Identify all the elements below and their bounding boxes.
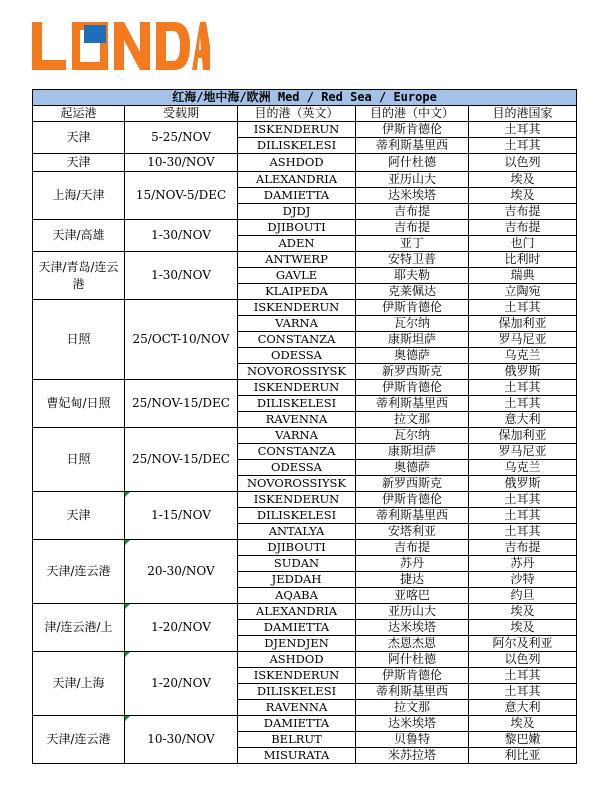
loading-period-text: 10-30/NOV — [147, 732, 215, 746]
loading-period-text: 1-30/NOV — [151, 228, 211, 242]
header-dest-cn: 目的港（中文） — [356, 106, 469, 122]
cell-comment-marker — [125, 492, 130, 497]
dest-port-cn-cell: 蒂利斯基里西 — [356, 138, 469, 154]
dest-port-en-cell: ISKENDERUN — [238, 492, 356, 508]
dest-port-en-cell: ASHDOD — [238, 154, 356, 172]
dest-port-en-cell: DAMIETTA — [238, 620, 356, 636]
origin-port-text: 日照 — [66, 452, 91, 466]
loading-period-text: 25/NOV-15/DEC — [132, 396, 230, 410]
dest-country-cell: 土耳其 — [469, 396, 577, 412]
dest-country-cell: 罗马尼亚 — [469, 332, 577, 348]
loading-period-cell — [125, 122, 238, 154]
dest-country-cell: 土耳其 — [469, 122, 577, 138]
table-row — [33, 540, 577, 556]
header-dest-en: 目的港（英文） — [238, 106, 356, 122]
origin-port-text: 上海/天津 — [52, 188, 105, 202]
dest-port-cn-cell: 伊斯肯德伦 — [356, 300, 469, 316]
dest-country-cell: 保加利亚 — [469, 428, 577, 444]
dest-country-cell: 土耳其 — [469, 668, 577, 684]
dest-port-en-cell: DAMIETTA — [238, 188, 356, 204]
dest-port-cn-cell: 康斯坦萨 — [356, 444, 469, 460]
dest-port-en-cell: CONSTANZA — [238, 444, 356, 460]
origin-port-cell — [33, 652, 125, 716]
loading-period-text: 15/NOV-5/DEC — [135, 188, 227, 202]
dest-port-en-cell: AQABA — [238, 588, 356, 604]
table-row — [33, 716, 577, 732]
header-origin: 起运港 — [33, 106, 125, 122]
dest-port-en-cell: ISKENDERUN — [238, 668, 356, 684]
dest-port-cn-cell: 贝鲁特 — [356, 732, 469, 748]
dest-country-cell: 约旦 — [469, 588, 577, 604]
dest-port-cn-cell: 杰恩杰恩 — [356, 636, 469, 652]
table-row — [33, 652, 577, 668]
dest-country-cell: 意大利 — [469, 700, 577, 716]
dest-port-cn-cell: 安特卫普 — [356, 252, 469, 268]
table-title-row — [33, 90, 577, 106]
origin-port-text: 曹妃甸/日照 — [46, 396, 111, 410]
origin-port-cell — [33, 492, 125, 540]
dest-port-cn-cell: 蒂利斯基里西 — [356, 396, 469, 412]
dest-country-cell: 黎巴嫩 — [469, 732, 577, 748]
cell-comment-marker — [125, 716, 130, 721]
dest-country-cell: 埃及 — [469, 716, 577, 732]
dest-port-en-cell: ODESSA — [238, 460, 356, 476]
dest-country-cell: 土耳其 — [469, 684, 577, 700]
dest-port-en-cell: NOVOROSSIYSK — [238, 476, 356, 492]
dest-port-en-cell: ALEXANDRIA — [238, 604, 356, 620]
dest-port-cn-cell: 阿什杜德 — [356, 154, 469, 172]
loading-period-cell — [125, 300, 238, 380]
loading-period-text: 25/OCT-10/NOV — [132, 332, 230, 346]
origin-port-cell — [33, 252, 125, 300]
dest-port-en-cell: DILISKELESI — [238, 684, 356, 700]
dest-country-cell: 罗马尼亚 — [469, 444, 577, 460]
dest-port-en-cell: VARNA — [238, 316, 356, 332]
dest-port-cn-cell: 新罗西斯克 — [356, 476, 469, 492]
dest-port-en-cell: ANTALYA — [238, 524, 356, 540]
dest-country-cell: 也门 — [469, 236, 577, 252]
dest-country-cell: 埃及 — [469, 188, 577, 204]
dest-port-en-cell: ADEN — [238, 236, 356, 252]
dest-port-en-cell: DJIBOUTI — [238, 220, 356, 236]
dest-port-cn-cell: 瓦尔纳 — [356, 428, 469, 444]
dest-country-cell: 土耳其 — [469, 138, 577, 154]
dest-port-cn-cell: 蒂利斯基里西 — [356, 684, 469, 700]
dest-port-cn-cell: 吉布提 — [356, 540, 469, 556]
dest-port-cn-cell: 奥德萨 — [356, 348, 469, 364]
table-header-row — [33, 106, 577, 122]
dest-port-cn-cell: 达米埃塔 — [356, 620, 469, 636]
dest-port-en-cell: RAVENNA — [238, 700, 356, 716]
dest-port-cn-cell: 阿什杜德 — [356, 652, 469, 668]
loading-period-text: 1-15/NOV — [151, 508, 211, 522]
dest-port-cn-cell: 康斯坦萨 — [356, 332, 469, 348]
loading-period-cell — [125, 652, 238, 716]
dest-port-en-cell: ALEXANDRIA — [238, 172, 356, 188]
dest-port-en-cell: DILISKELESI — [238, 396, 356, 412]
dest-port-en-cell: GAVLE — [238, 268, 356, 284]
dest-country-cell: 土耳其 — [469, 492, 577, 508]
dest-port-en-cell: ISKENDERUN — [238, 122, 356, 138]
dest-country-cell: 俄罗斯 — [469, 364, 577, 380]
loading-period-cell — [125, 604, 238, 652]
dest-port-en-cell: SUDAN — [238, 556, 356, 572]
dest-country-cell: 保加利亚 — [469, 316, 577, 332]
dest-port-en-cell: DILISKELESI — [238, 508, 356, 524]
loading-period-cell — [125, 380, 238, 428]
dest-port-cn-cell: 捷达 — [356, 572, 469, 588]
dest-country-cell: 土耳其 — [469, 300, 577, 316]
dest-country-cell: 比利时 — [469, 252, 577, 268]
table-row — [33, 380, 577, 396]
dest-port-en-cell: DILISKELESI — [238, 138, 356, 154]
dest-port-cn-cell: 安塔利亚 — [356, 524, 469, 540]
dest-port-en-cell: DJIBOUTI — [238, 540, 356, 556]
origin-port-text: 天津 — [66, 130, 91, 144]
table-row — [33, 428, 577, 444]
dest-port-cn-cell: 伊斯肯德伦 — [356, 492, 469, 508]
origin-port-text: 津/连云港/上 — [44, 620, 113, 634]
dest-country-cell: 吉布提 — [469, 220, 577, 236]
dest-country-cell: 阿尔及利亚 — [469, 636, 577, 652]
origin-port-cell — [33, 604, 125, 652]
origin-port-text: 天津 — [66, 508, 91, 522]
dest-port-en-cell: DJENDJEN — [238, 636, 356, 652]
loading-period-cell — [125, 540, 238, 604]
dest-port-en-cell: BELRUT — [238, 732, 356, 748]
origin-port-cell — [33, 300, 125, 380]
dest-port-cn-cell: 苏丹 — [356, 556, 469, 572]
origin-port-cell — [33, 428, 125, 492]
table-title: 红海/地中海/欧洲 Med / Red Sea / Europe — [33, 90, 577, 106]
dest-country-cell: 利比亚 — [469, 748, 577, 764]
table-row — [33, 604, 577, 620]
dest-port-en-cell: ISKENDERUN — [238, 300, 356, 316]
loading-period-cell — [125, 428, 238, 492]
dest-port-cn-cell: 拉文那 — [356, 700, 469, 716]
table-row — [33, 220, 577, 236]
dest-country-cell: 吉布提 — [469, 204, 577, 220]
dest-port-cn-cell: 亚历山大 — [356, 604, 469, 620]
dest-country-cell: 沙特 — [469, 572, 577, 588]
table-body — [33, 122, 577, 764]
londa-logo — [30, 20, 210, 74]
dest-port-cn-cell: 吉布提 — [356, 220, 469, 236]
table-row — [33, 122, 577, 138]
dest-country-cell: 瑞典 — [469, 268, 577, 284]
loading-period-text: 25/NOV-15/DEC — [132, 452, 230, 466]
origin-port-cell — [33, 220, 125, 252]
dest-port-en-cell: DJDJ — [238, 204, 356, 220]
loading-period-text: 10-30/NOV — [147, 155, 215, 169]
origin-port-cell — [33, 172, 125, 220]
dest-port-cn-cell: 吉布提 — [356, 204, 469, 220]
loading-period-text: 1-20/NOV — [151, 676, 211, 690]
dest-port-en-cell: CONSTANZA — [238, 332, 356, 348]
dest-port-en-cell: JEDDAH — [238, 572, 356, 588]
origin-port-cell — [33, 154, 125, 172]
origin-port-text: 天津/青岛/连云港 — [38, 259, 119, 291]
dest-port-en-cell: RAVENNA — [238, 412, 356, 428]
loading-period-cell — [125, 154, 238, 172]
origin-port-text: 天津/连云港 — [46, 732, 111, 746]
loading-period-text: 5-25/NOV — [151, 130, 211, 144]
loading-period-cell — [125, 220, 238, 252]
dest-country-cell: 俄罗斯 — [469, 476, 577, 492]
dest-port-en-cell: KLAIPEDA — [238, 284, 356, 300]
loading-period-cell — [125, 172, 238, 220]
origin-port-text: 天津 — [66, 155, 91, 169]
table-row — [33, 492, 577, 508]
dest-port-cn-cell: 蒂利斯基里西 — [356, 508, 469, 524]
cell-comment-marker — [125, 604, 130, 609]
loading-period-text: 1-20/NOV — [151, 620, 211, 634]
origin-port-cell — [33, 540, 125, 604]
dest-port-en-cell: VARNA — [238, 428, 356, 444]
dest-country-cell: 立陶宛 — [469, 284, 577, 300]
loading-period-text: 1-30/NOV — [151, 268, 211, 282]
logo-wordmark — [30, 20, 210, 74]
loading-period-cell — [125, 716, 238, 764]
origin-port-text: 天津/高雄 — [52, 228, 105, 242]
origin-port-text: 日照 — [66, 332, 91, 346]
port-schedule-table — [32, 89, 577, 764]
dest-port-cn-cell: 瓦尔纳 — [356, 316, 469, 332]
dest-port-cn-cell: 伊斯肯德伦 — [356, 380, 469, 396]
origin-port-text: 天津/连云港 — [46, 564, 111, 578]
origin-port-cell — [33, 380, 125, 428]
table-row — [33, 172, 577, 188]
dest-port-cn-cell: 亚丁 — [356, 236, 469, 252]
dest-country-cell: 土耳其 — [469, 380, 577, 396]
dest-country-cell: 意大利 — [469, 412, 577, 428]
dest-port-cn-cell: 克莱佩达 — [356, 284, 469, 300]
dest-country-cell: 土耳其 — [469, 524, 577, 540]
dest-port-cn-cell: 达米埃塔 — [356, 188, 469, 204]
header-period: 受载期 — [125, 106, 238, 122]
dest-port-en-cell: ODESSA — [238, 348, 356, 364]
dest-port-cn-cell: 米苏拉塔 — [356, 748, 469, 764]
cell-comment-marker — [125, 540, 130, 545]
dest-country-cell: 乌克兰 — [469, 460, 577, 476]
dest-port-en-cell: ASHDOD — [238, 652, 356, 668]
dest-port-cn-cell: 耶夫勒 — [356, 268, 469, 284]
dest-country-cell: 埃及 — [469, 620, 577, 636]
dest-country-cell: 以色列 — [469, 652, 577, 668]
dest-port-cn-cell: 拉文那 — [356, 412, 469, 428]
table-row — [33, 300, 577, 316]
cell-comment-marker — [125, 652, 130, 657]
dest-port-en-cell: MISURATA — [238, 748, 356, 764]
dest-port-cn-cell: 亚历山大 — [356, 172, 469, 188]
loading-period-text: 20-30/NOV — [147, 564, 215, 578]
dest-country-cell: 埃及 — [469, 604, 577, 620]
dest-country-cell: 吉布提 — [469, 540, 577, 556]
loading-period-cell — [125, 252, 238, 300]
dest-country-cell: 土耳其 — [469, 508, 577, 524]
dest-port-en-cell: DAMIETTA — [238, 716, 356, 732]
dest-country-cell: 苏丹 — [469, 556, 577, 572]
dest-port-cn-cell: 达米埃塔 — [356, 716, 469, 732]
table-row — [33, 252, 577, 268]
dest-port-cn-cell: 伊斯肯德伦 — [356, 668, 469, 684]
dest-country-cell: 乌克兰 — [469, 348, 577, 364]
dest-country-cell: 埃及 — [469, 172, 577, 188]
dest-port-en-cell: ISKENDERUN — [238, 380, 356, 396]
table-row — [33, 154, 577, 172]
dest-port-cn-cell: 亚喀巴 — [356, 588, 469, 604]
dest-port-en-cell: NOVOROSSIYSK — [238, 364, 356, 380]
dest-country-cell: 以色列 — [469, 154, 577, 172]
loading-period-cell — [125, 492, 238, 540]
dest-port-cn-cell: 伊斯肯德伦 — [356, 122, 469, 138]
origin-port-cell — [33, 122, 125, 154]
origin-port-cell — [33, 716, 125, 764]
origin-port-text: 天津/上海 — [52, 676, 105, 690]
dest-port-cn-cell: 新罗西斯克 — [356, 364, 469, 380]
dest-port-en-cell: ANTWERP — [238, 252, 356, 268]
header-dest-country: 目的港国家 — [469, 106, 577, 122]
dest-port-cn-cell: 奥德萨 — [356, 460, 469, 476]
